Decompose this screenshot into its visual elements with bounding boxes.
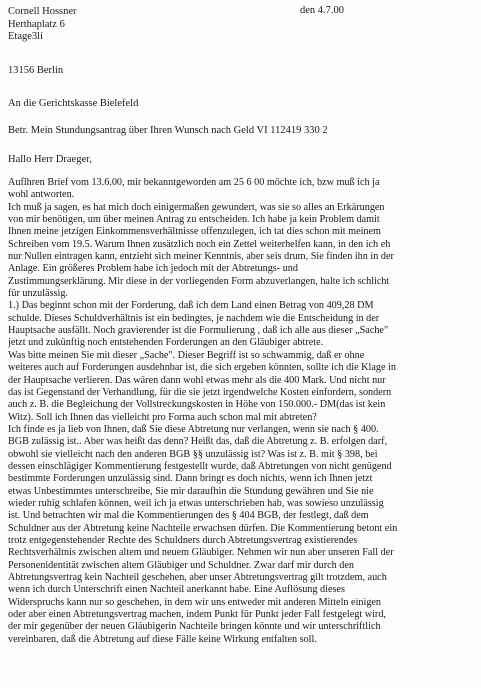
body-line: obwohl sie vielleicht nach den anderen BGB §§ unzulässig ist? Was ist z. B. mit § 398, bei: [8, 448, 378, 460]
body-line: vereinbaren, daß die Abtretung auf diese Fälle keine Wirkung entfalten soll.: [8, 633, 317, 645]
body-line: Abtretungsvertrag kein Nachteil geschehen, aber unser Abtretungsvertrag gilt trotzdem, auch: [8, 572, 387, 583]
body-line: Schreiben vom 19.5. Warum Ihnen zusätzlich noch ein Zettel weiterhelfen kann, in den ich eh: [8, 238, 391, 250]
body-line: Schuldner aus der Abtretung keine Nachteile erwachsen dürfen. Die Kommentierung betont ein: [8, 522, 398, 534]
body-line: Ich muß ja sagen, es hat mich doch einigermaßen gewundert, was sie so alles an Erkärungen: [8, 201, 385, 213]
body-line: wenn ich durch Unterschrift einen Nachteil anerkannt habe. Eine Auflösung dieses: [8, 584, 345, 596]
body-line: auch z. B. die Begleichung der Vollstreckungskosten in Höhe von 150.000.- DM(das ist kein: [8, 399, 386, 411]
sender-name: Cornell Hossner: [8, 6, 77, 17]
body-line: Ihnen meine jetzigen Einkommensverhältnisse offenzulegen, ich tat dies schon mit meinem: [8, 226, 381, 238]
sender-floor: Etage3li: [8, 31, 43, 42]
body-line: BGB zulässig ist.. Aber was heißt das denn? Heißt das, daß die Abtretung z. B. erfolgen darf,: [8, 436, 388, 448]
body-line: das ist Gegenstand der Verhandlung, für die sie jetzt irgendwelche Kosten einfordern, sondern: [8, 386, 392, 398]
body-line: Personenidentität zwischen altem Gläubiger und Schuldner. Zwar darf mir durch den: [8, 559, 354, 571]
body-line: bestimmte Forderungen unzulässig sind. Dann bringt es doch nichts, wenn ich Ihnen jetzt: [8, 473, 373, 485]
body-line: jetzt und zukünftig noch entstehenden Forderungen an den Gläubiger abtrete.: [8, 337, 324, 349]
body-line: von mir benötigen, um über meinen Antrag zu entscheiden. Ich habe ja kein Problem damit: [8, 214, 380, 226]
body-line: Auflhren Brief vom 13.6.00, mir bekanntgeworden am 25 6 00 möchte ich, bzw muß ich ja: [8, 177, 380, 188]
body-line: der Hauptsache verlieren. Das wären dann wohl etwas mehr als die 400 Mark. Und nicht nur: [8, 374, 386, 386]
body-line: oder aber einen Abtretungsvertrag machen, indem Punkt für Punkt jeder Fall festgelegt wird,: [8, 609, 386, 621]
body-line: für unzulässig.: [8, 288, 68, 300]
sender-city: 13156 Berlin: [8, 65, 64, 76]
letter-date: den 4.7.00: [300, 5, 345, 16]
sender-street: Herthaplatz 6: [8, 18, 65, 30]
body-line: Was bitte meinen Sie mit dieser „Sache". Dieser Begriff ist so schwammig, daß er ohne: [8, 349, 365, 361]
body-line: Witz). Soll ich Ihnen das vielleicht pro Forma auch schon mal mit abtreten?: [8, 411, 317, 423]
sender-address: [8, 6, 77, 44]
body-line: etwas Unbestimmtes unterschreibe, Sie mir daraufhin die Stundung gewähren und Sie nie: [8, 485, 374, 497]
body-line: Ich finde es ja lieb von Ihnen, daß Sie diese Abtretung nur verlangen, wenn sie nach § 400.: [8, 423, 379, 435]
body-line: nur Nullen eintragen kann, entzieht sich meiner Kenntnis, aber seis drum, Sie finden ihn in der: [8, 251, 394, 263]
body-line: Hauptsache ausfällt. Noch gravierender ist die Formulierung , daß ich alle aus dieser „Sache": [8, 325, 389, 337]
salutation: Hallo Herr Draeger,: [8, 154, 92, 165]
body-line: ist. Und betrachten wir mal die Kommentierungen des § 404 BGB, der festlegt, daß dem: [8, 510, 369, 522]
body-line: weiteres auch auf Forderungen ausdehnbar ist, die sich ergeben könnten, sollte ich die Klage in: [8, 362, 396, 374]
body-line: wohl antworten.: [8, 189, 75, 201]
body-line: schulde. Dieses Schuldverhältnis ist ein bedingtes, je nachdem wie die Entscheidung in der: [8, 312, 380, 324]
subject-line: Betr. Mein Stundungsantrag über Ihren Wunsch nach Geld VI 112419 330 2: [8, 125, 328, 136]
body-line: Anlage. Ein größeres Problem habe ich jedoch mit der Abtretungs- und: [8, 263, 298, 275]
body-line: trotz entgegenstehender Rechte des Schuldners durch Abtretungsvertrag existierendes: [8, 534, 358, 546]
body-line: Zustimmungserklärung. Mir diese in der vorliegenden Form abzuverlangen, halte ich schlicht: [8, 275, 390, 287]
body-line: wieder ruhig schlafen können, weil ich ja etwas unterschrieben hab, was sowieso unzulässig: [8, 497, 384, 509]
body-line: Widerspruchs kann nur so geschehen, in dem wir uns entweder mit anderen Mitteln einigen: [8, 596, 382, 608]
body-line: Rechtsverhältnis zwischen altem und neuem Gläubiger. Nehmen wir nun aber unseren Fall der: [8, 547, 394, 559]
body-line: der mir gegenüber der neuen Gläubigerin Nachteile bringen könnte und wir unterschriftlich: [8, 621, 381, 633]
letter-body: [8, 177, 478, 646]
recipient-line: An die Gerichtskasse Bielefeld: [8, 98, 139, 109]
body-line: 1.) Das beginnt schon mit der Forderung, daß ich dem Land einen Betrag von 409,28 DM: [8, 300, 374, 312]
body-line: dessen einschlägiger Kommentierung festgestellt wurde, daß Abtretungen von nicht genügend: [8, 460, 392, 472]
